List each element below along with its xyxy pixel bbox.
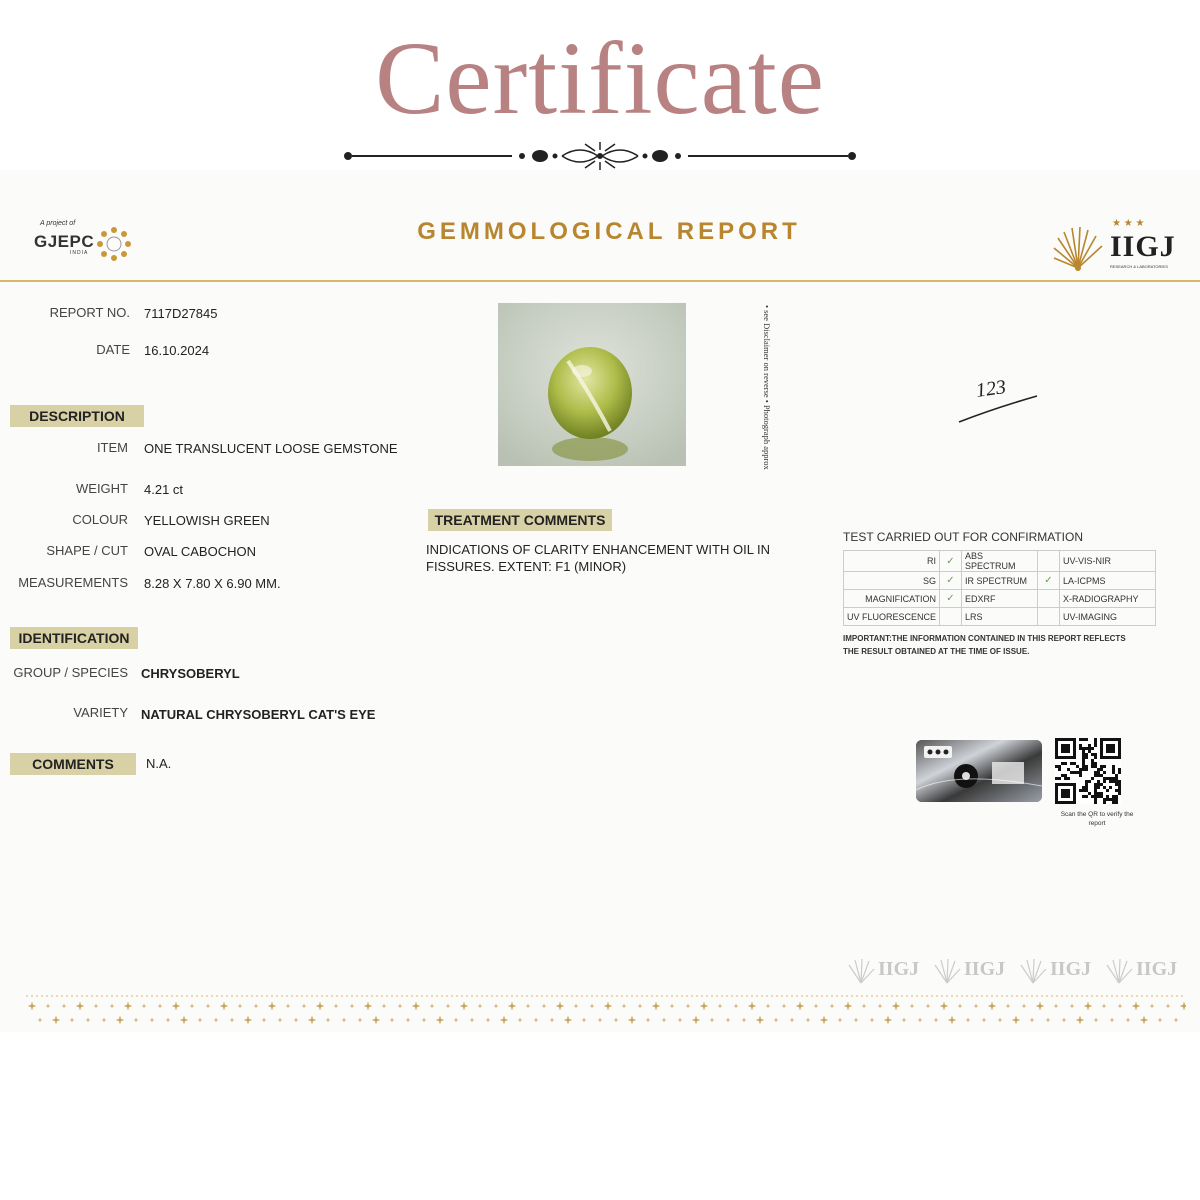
- watermark-text: IIGJ: [878, 958, 920, 980]
- watermark-sunburst-icon: [1104, 957, 1134, 985]
- test-name: ABS SPECTRUM: [962, 551, 1038, 572]
- important-text: THE INFORMATION CONTAINED IN THIS REPORT REFLECTS THE RESULT OBTAINED AT THE TIME OF ISSUE.: [843, 634, 1126, 656]
- test-name: X-RADIOGRAPHY: [1060, 590, 1156, 608]
- shape-value: OVAL CABOCHON: [144, 544, 256, 559]
- header-divider: [0, 280, 1200, 282]
- test-name: UV FLUORESCENCE: [844, 608, 940, 626]
- weight-label: WEIGHT: [76, 481, 128, 496]
- iigj-sunburst-icon: [1050, 224, 1106, 274]
- check-icon: ✓: [940, 551, 962, 572]
- watermark-logo: [1104, 955, 1186, 987]
- test-name: SG: [844, 572, 940, 590]
- tests-table: [843, 550, 1156, 626]
- item-label: ITEM: [96, 440, 128, 455]
- gjepc-sub: INDIA: [70, 250, 89, 256]
- watermark-logo: [1018, 955, 1100, 987]
- watermark-sunburst-icon: [846, 957, 876, 985]
- description-heading: DESCRIPTION: [10, 405, 144, 427]
- variety-value: NATURAL CHRYSOBERYL CAT'S EYE: [141, 707, 376, 722]
- check-icon: [1038, 590, 1060, 608]
- item-value: ONE TRANSLUCENT LOOSE GEMSTONE: [144, 441, 398, 456]
- date-value: 16.10.2024: [144, 343, 210, 358]
- watermark-sunburst-icon: [932, 957, 962, 985]
- iigj-stars: ★ ★ ★: [1112, 218, 1145, 229]
- watermark-text: IIGJ: [1050, 958, 1092, 980]
- weight-value: 4.21 ct: [144, 482, 184, 497]
- group-value: CHRYSOBERYL: [141, 666, 240, 681]
- photo-disclaimer-text: • see Disclaimer on reverse • Photograph approx: [762, 305, 772, 470]
- iigj-name: IIGJ: [1110, 230, 1176, 263]
- tests-row: [844, 590, 1156, 608]
- tests-row: [844, 551, 1156, 572]
- variety-label: VARIETY: [73, 705, 128, 720]
- report-no-value: 7117D27845: [144, 306, 218, 321]
- identification-heading: IDENTIFICATION: [10, 627, 138, 649]
- tests-title: TEST CARRIED OUT FOR CONFIRMATION: [843, 530, 1084, 544]
- hologram-sticker: [916, 740, 1042, 802]
- test-name: UV-VIS-NIR: [1060, 551, 1156, 572]
- measurements-value: 8.28 X 7.80 X 6.90 MM.: [144, 576, 281, 591]
- photo-disclaimer: [762, 305, 774, 475]
- watermark-logo: [846, 955, 928, 987]
- tests-row: [844, 572, 1156, 590]
- iigj-sub: RESEARCH & LABORATORIES: [1110, 264, 1168, 269]
- colour-value: YELLOWISH GREEN: [144, 513, 270, 528]
- scan-qr-text: Scan the QR to verify the report: [1060, 811, 1134, 827]
- report-title: GEMMOLOGICAL REPORT: [417, 218, 801, 245]
- decorative-border: [26, 992, 1186, 1032]
- important-note: [843, 632, 1143, 658]
- check-icon: [940, 608, 962, 626]
- certificate-headline: Certificate: [375, 21, 825, 136]
- test-name: IR SPECTRUM: [962, 572, 1038, 590]
- gemstone-image: [498, 303, 686, 466]
- check-icon: ✓: [1038, 572, 1060, 590]
- verification-qr-code[interactable]: [1055, 738, 1121, 804]
- test-name: LA-ICPMS: [1060, 572, 1156, 590]
- important-label: IMPORTANT:: [843, 634, 892, 643]
- treatment-body: INDICATIONS OF CLARITY ENHANCEMENT WITH OIL IN FISSURES. EXTENT: F1 (MINOR): [426, 542, 771, 574]
- test-name: RI: [844, 551, 940, 572]
- iigj-logo: [1050, 218, 1190, 278]
- test-name: LRS: [962, 608, 1038, 626]
- check-icon: [1038, 551, 1060, 572]
- gjepc-project-text: A project of: [40, 220, 76, 227]
- watermark-row: [846, 955, 1186, 987]
- report-no-label: REPORT NO.: [49, 305, 130, 320]
- watermark-text: IIGJ: [964, 958, 1006, 980]
- shape-label: SHAPE / CUT: [46, 543, 128, 558]
- watermark-text: IIGJ: [1136, 958, 1178, 980]
- group-label: GROUP / SPECIES: [13, 665, 128, 680]
- hologram-image: [916, 740, 1042, 802]
- treatment-heading: TREATMENT COMMENTS: [428, 509, 612, 531]
- measurements-label: MEASUREMENTS: [18, 575, 128, 590]
- date-label: DATE: [96, 342, 130, 357]
- check-icon: ✓: [940, 572, 962, 590]
- gjepc-name: GJEPC: [34, 232, 95, 251]
- test-name: EDXRF: [962, 590, 1038, 608]
- handwritten-number: 123: [974, 376, 1008, 402]
- colour-label: COLOUR: [72, 512, 128, 527]
- check-icon: ✓: [940, 590, 962, 608]
- test-name: MAGNIFICATION: [844, 590, 940, 608]
- gemstone-photo: [498, 303, 686, 466]
- check-icon: [1038, 608, 1060, 626]
- handwritten-underline: [955, 370, 1045, 430]
- tests-row: [844, 608, 1156, 626]
- comments-value: N.A.: [146, 756, 172, 771]
- comments-heading: COMMENTS: [10, 753, 136, 775]
- test-name: UV-IMAGING: [1060, 608, 1156, 626]
- watermark-logo: [932, 955, 1014, 987]
- watermark-sunburst-icon: [1018, 957, 1048, 985]
